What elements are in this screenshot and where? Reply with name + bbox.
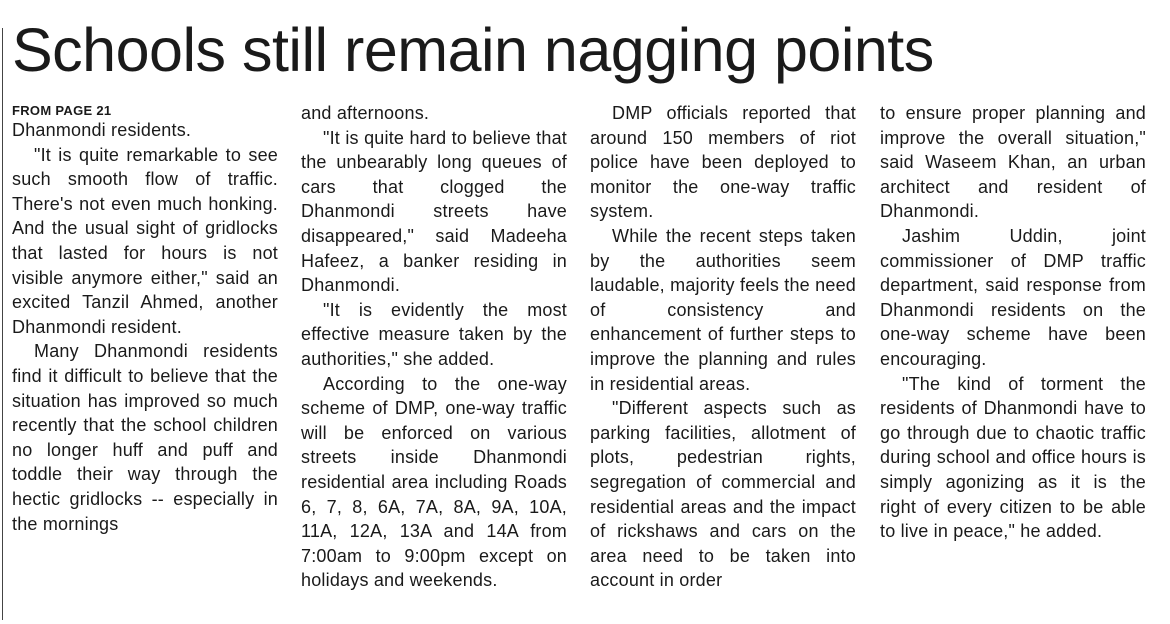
article-column-3	[590, 101, 856, 593]
paragraph: According to the one-way scheme of DMP, one-way traffic will be enforced on various streets inside Dhanmondi residential area including Roads 6, 7, 8, 6A, 7A, 8A, 9A, 10A, 11A, 12A, 13A and 14A from 7:00am to 9:00pm except on holidays and weekends.	[301, 373, 567, 591]
article-column-4	[880, 101, 1146, 544]
article-column-2	[301, 101, 567, 593]
paragraph: Many Dhanmondi residents find it difficult to believe that the situation has improved so much recently that the school children no longer huff and puff and toddle their way through the hectic gridlocks -- especially in the mornings	[12, 341, 278, 534]
paragraph: Dhanmondi residents.	[12, 120, 192, 140]
headline: Schools still remain nagging points	[12, 16, 934, 84]
paragraph: "Different aspects such as parking facilities, allotment of plots, pedestrian rights, segregation of commercial and residential areas and the impact of rickshaws and cars on the area need to be taken into account in order	[590, 398, 856, 591]
paragraph: While the recent steps taken by the authorities seem laudable, majority feels the need of consistency and enhancement of further steps to improve the planning and rules in residential areas.	[590, 225, 856, 394]
paragraph: "It is quite remarkable to see such smooth flow of traffic. There's not even much honking. And the usual sight of gridlocks that lasted for hours is not visible anymore either," said an excited Tanzil Ahmed, another Dhanmondi resident.	[12, 144, 278, 337]
column-rule	[2, 28, 3, 620]
paragraph: to ensure proper planning and improve the overall situation," said Waseem Khan, an urban architect and resident of Dhanmondi.	[880, 103, 1146, 222]
paragraph: DMP officials reported that around 150 members of riot police have been deployed to monitor the one-way traffic system.	[590, 103, 856, 222]
continuation-kicker: FROM PAGE 21	[12, 103, 112, 118]
paragraph: "It is quite hard to believe that the unbearably long queues of cars that clogged the Dhanmondi streets have disappeared," said Madeeha Hafeez, a banker residing in Dhanmondi.	[301, 127, 567, 296]
paragraph: "It is evidently the most effective measure taken by the authorities," she added.	[301, 299, 567, 369]
article-column-1	[12, 118, 278, 536]
paragraph: "The kind of torment the residents of Dhanmondi have to go through due to chaotic traffic during school and office hours is simply agonizing as it is the right of every citizen to be able to live in peace," he added.	[880, 373, 1146, 542]
paragraph: Jashim Uddin, joint commissioner of DMP traffic department, said response from Dhanmondi residents on the one-way scheme have been encouraging.	[880, 225, 1146, 369]
paragraph: and afternoons.	[301, 103, 430, 123]
